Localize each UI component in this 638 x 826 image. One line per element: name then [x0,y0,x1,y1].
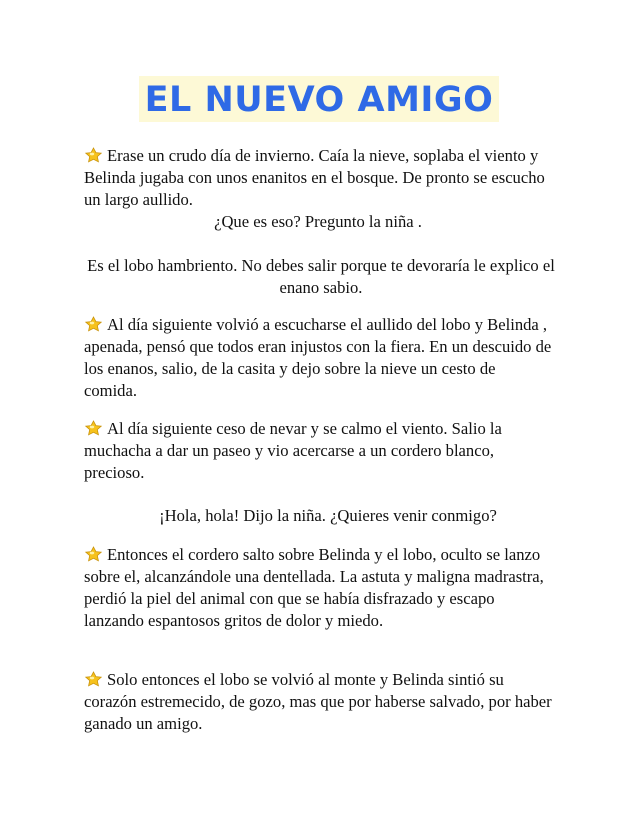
paragraph-6-text: ¡Hola, hola! Dijo la niña. ¿Quieres venir conmigo? [159,506,497,525]
star-icon [84,546,103,562]
star-icon [84,420,103,436]
title-container [0,76,638,122]
paragraph-8 [84,669,552,735]
paragraph-3 [84,255,558,299]
paragraph-3-text: Es el lobo hambriento. No debes salir porque te devoraría le explico el enano sabio. [87,256,555,297]
paragraph-5 [84,418,552,484]
paragraph-7 [84,544,552,632]
paragraph-1-text: Erase un crudo día de invierno. Caía la nieve, soplaba el viento y Belinda jugaba con unos enanitos en el bosque. De pronto se escucho un largo aullido. [84,146,545,209]
paragraph-7-text: Entonces el cordero salto sobre Belinda y el lobo, oculto se lanzo sobre el, alcanzándole una dentellada. La astuta y maligna madrastra, perdió la piel del animal con que se había disfrazado y escapo lanzando espantosos gritos de dolor y miedo. [84,545,544,630]
star-icon [84,316,103,332]
paragraph-5-text: Al día siguiente ceso de nevar y se calmo el viento. Salio la muchacha a dar un paseo y vio acercarse a un cordero blanco, precioso. [84,419,502,482]
paragraph-2 [84,211,552,233]
paragraph-8-text: Solo entonces el lobo se volvió al monte y Belinda sintió su corazón estremecido, de gozo, mas que por haberse salvado, por haber ganado un amigo. [84,670,552,733]
paragraph-4-text: Al día siguiente volvió a escucharse el aullido del lobo y Belinda , apenada, pensó que todos eran injustos con la fiera. En un descuido de los enanos, salio, de la casita y dejo sobre la nieve un cesto de comida. [84,315,552,400]
page-title: EL NUEVO AMIGO [139,76,500,122]
paragraph-2-text: ¿Que es eso? Pregunto la niña . [214,212,422,231]
star-icon [84,147,103,163]
paragraph-6 [94,505,562,527]
paragraph-4 [84,314,552,402]
star-icon [84,671,103,687]
paragraph-1 [84,145,552,211]
